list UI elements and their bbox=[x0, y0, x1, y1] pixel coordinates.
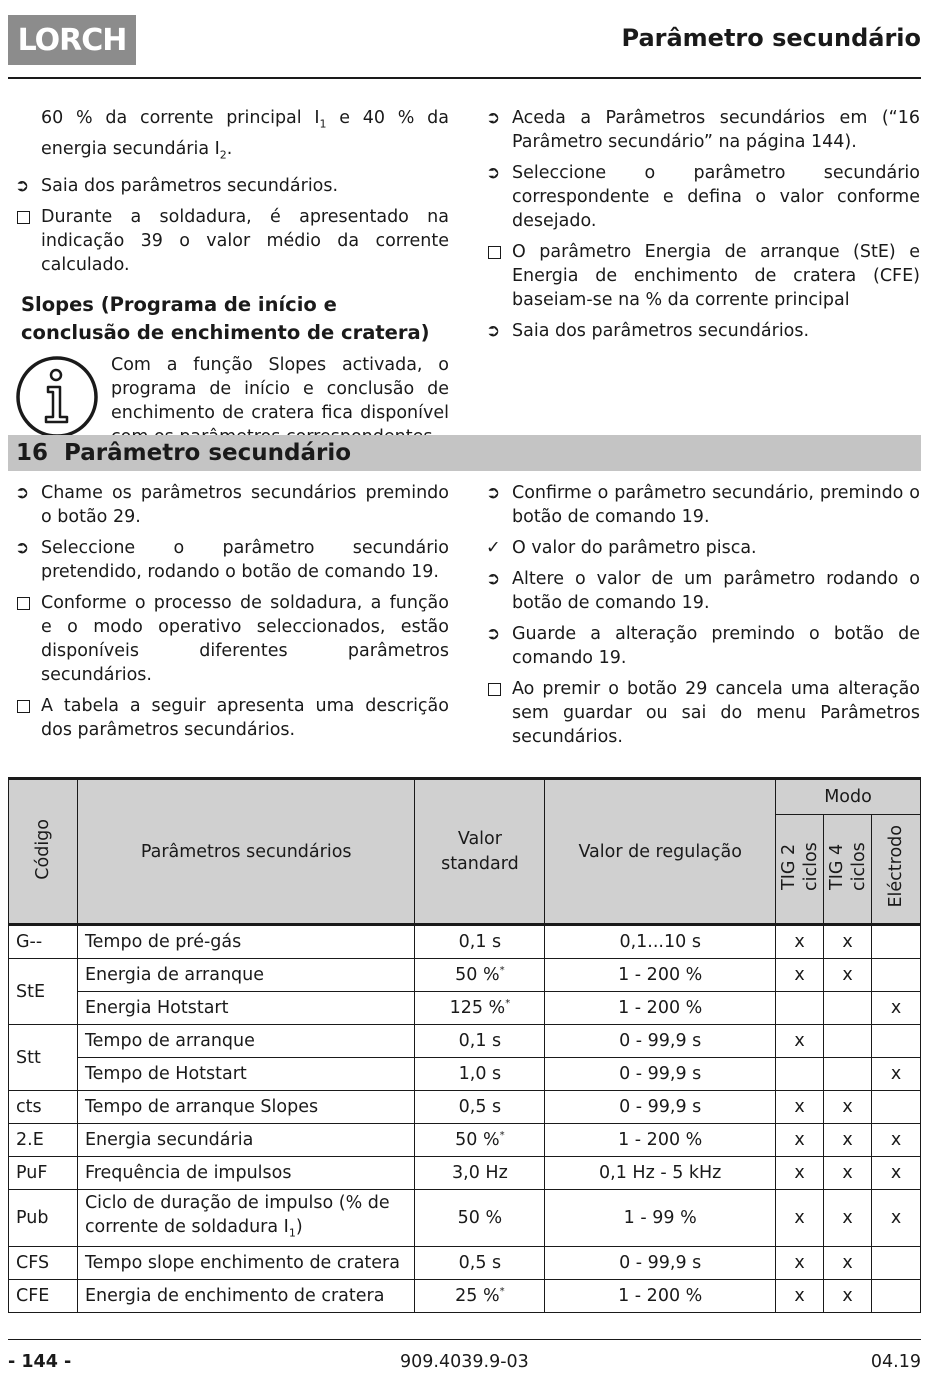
checkmark-icon: ✓ bbox=[486, 538, 501, 558]
list-item: ➲ Confirme o parâmetro secundário, premindo o botão de comando 19. bbox=[486, 483, 920, 527]
document-number: 909.4039.9-03 bbox=[400, 1352, 529, 1372]
secondary-parameters-table bbox=[8, 777, 921, 1313]
arrow-icon: ➲ bbox=[486, 108, 501, 128]
top-right-column bbox=[486, 106, 920, 350]
header-code: Código bbox=[9, 779, 78, 925]
table-row: G-- Tempo de pré-gás 0,1 s 0,1...10 s x x bbox=[9, 925, 921, 959]
list-item: A tabela a seguir apresenta uma descrição dos parâmetros secundários. bbox=[15, 694, 449, 742]
checkbox-square-icon bbox=[488, 246, 501, 259]
section-heading bbox=[8, 435, 921, 471]
list-item: Ao premir o botão 29 cancela uma alteração sem guardar ou sai do menu Parâmetros secundários. bbox=[486, 677, 920, 749]
info-text: Com a função Slopes activada, o programa de início e conclusão de enchimento de cratera fica disponível bbox=[111, 355, 449, 423]
checkbox-square-icon bbox=[488, 683, 501, 696]
info-icon bbox=[15, 355, 99, 439]
section-title: Parâmetro secundário bbox=[64, 440, 352, 466]
table-row: 2.E Energia secundária 50 %* 1 - 200 % x x x bbox=[9, 1124, 921, 1157]
page-number: - 144 - bbox=[8, 1352, 72, 1372]
list-item: ➲ Saia dos parâmetros secundários. bbox=[15, 176, 339, 196]
list-item: ➲ Chame os parâmetros secundários premindo o botão 29. bbox=[15, 483, 449, 527]
list-item: Durante a soldadura, é apresentado na indicação 39 o valor médio da corrente calculado. bbox=[15, 205, 449, 277]
table-row: Tempo de Hotstart 1,0 s 0 - 99,9 s x bbox=[9, 1058, 921, 1091]
page-header-title: Parâmetro secundário bbox=[621, 24, 921, 52]
table-row: CFE Energia de enchimento de cratera 25 %* 1 - 200 % x x bbox=[9, 1280, 921, 1313]
header-parameter: Parâmetros secundários bbox=[77, 779, 414, 925]
arrow-icon: ➲ bbox=[486, 569, 501, 589]
list-item: ➲ Guarde a alteração premindo o botão de comando 19. bbox=[486, 624, 920, 668]
arrow-icon: ➲ bbox=[15, 176, 30, 196]
header-standard-value: Valor standard bbox=[415, 779, 545, 925]
arrow-icon: ➲ bbox=[486, 483, 501, 503]
header-setting-range: Valor de regulação bbox=[545, 779, 776, 925]
checkbox-square-icon bbox=[17, 597, 30, 610]
checkbox-square-icon bbox=[17, 700, 30, 713]
list-item: O parâmetro Energia de arranque (StE) e Energia de enchimento de cratera (CFE) baseiam-se na % da corrente principal bbox=[486, 240, 920, 312]
header-electrode: Eléctrodo bbox=[872, 815, 921, 925]
header-tig4: TIG 4 ciclos bbox=[824, 815, 872, 925]
table-row: Energia Hotstart 125 %* 1 - 200 % x bbox=[9, 992, 921, 1025]
table-row: CFS Tempo slope enchimento de cratera 0,5 s 0 - 99,9 s x x bbox=[9, 1247, 921, 1280]
footer-rule bbox=[8, 1339, 921, 1340]
arrow-icon: ➲ bbox=[15, 538, 30, 558]
arrow-icon: ➲ bbox=[486, 163, 501, 183]
table-row: PuF Frequência de impulsos 3,0 Hz 0,1 Hz - 5 kHz x x x bbox=[9, 1157, 921, 1190]
document-date: 04.19 bbox=[870, 1352, 921, 1372]
continuation-paragraph: 60 % da corrente principal $I_1$ e 40 % da energia secundária $I_2$. bbox=[41, 108, 450, 161]
arrow-icon: ➲ bbox=[486, 321, 501, 341]
arrow-icon: ➲ bbox=[486, 624, 501, 644]
lorch-logo: LORCH bbox=[8, 15, 136, 65]
list-item: ✓ O valor do parâmetro pisca. bbox=[486, 538, 757, 558]
section-left-column bbox=[15, 481, 449, 749]
list-item: ➲ Aceda a Parâmetros secundários em (“16 Parâmetro secundário” na página 144). bbox=[486, 108, 920, 152]
list-item: ➲ Saia dos parâmetros secundários. bbox=[486, 321, 810, 341]
table-row: StE Energia de arranque 50 %* 1 - 200 % x x bbox=[9, 959, 921, 992]
table-row: cts Tempo de arranque Slopes 0,5 s 0 - 99,9 s x x bbox=[9, 1091, 921, 1124]
header-rule bbox=[8, 77, 921, 79]
checkbox-square-icon bbox=[17, 211, 30, 224]
section-number: 16 bbox=[16, 440, 49, 466]
top-left-column bbox=[15, 106, 449, 449]
list-item: Conforme o processo de soldadura, a função e o modo operativo seleccionados, estão disponíveis diferentes parâmetros secundários. bbox=[15, 591, 449, 687]
list-item: ➲ Altere o valor de um parâmetro rodando o botão de comando 19. bbox=[486, 569, 920, 613]
table-row: Stt Tempo de arranque 0,1 s 0 - 99,9 s x bbox=[9, 1025, 921, 1058]
list-item: ➲ Seleccione o parâmetro secundário correspondente e defina o valor conforme desejado. bbox=[486, 163, 920, 231]
header-mode: Modo bbox=[776, 779, 921, 815]
header-tig2: TIG 2 ciclos bbox=[776, 815, 824, 925]
table-row: Pub Ciclo de duração de impulso (% de corrente de soldadura $I_1$) 50 % 1 - 99 % x x x bbox=[9, 1190, 921, 1247]
slopes-subheading: Slopes (Programa de início e conclusão de enchimento de cratera) bbox=[21, 293, 430, 344]
section-right-column bbox=[486, 481, 920, 756]
arrow-icon: ➲ bbox=[15, 483, 30, 503]
list-item: ➲ Seleccione o parâmetro secundário pretendido, rodando o botão de comando 19. bbox=[15, 538, 449, 582]
